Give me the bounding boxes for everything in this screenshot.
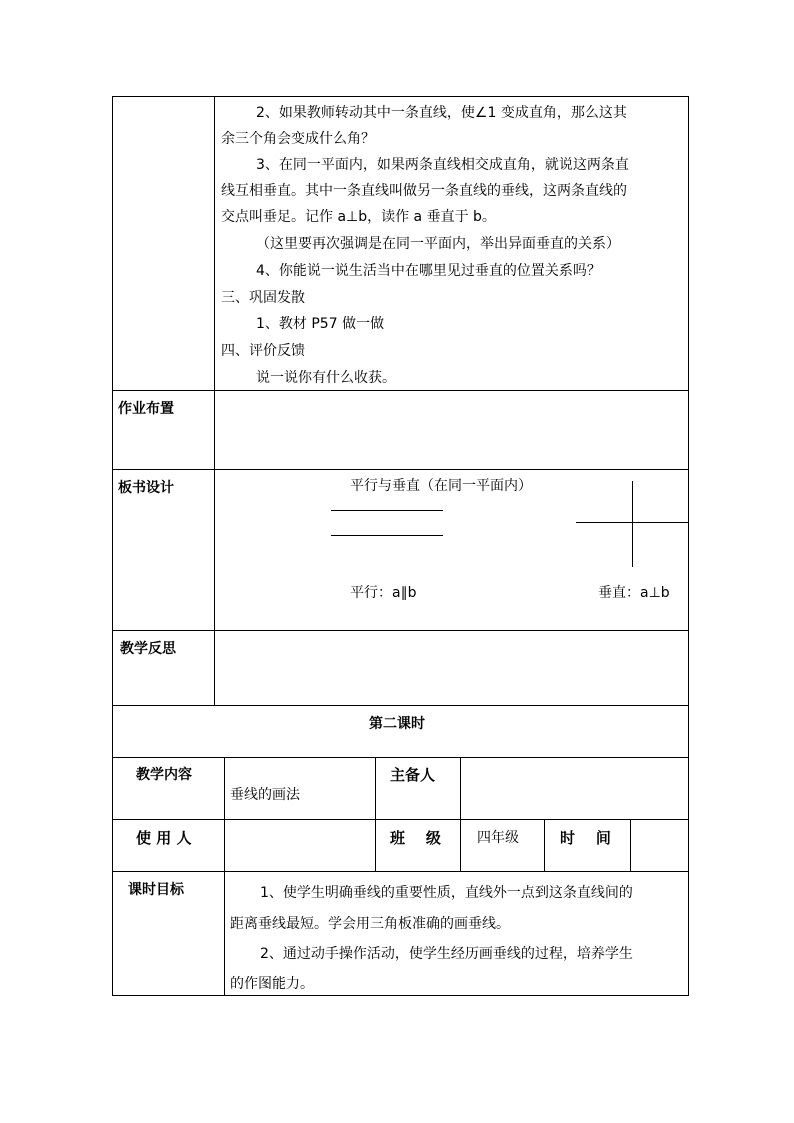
time-label: 时 间	[560, 829, 611, 847]
parallel-line-b	[331, 535, 443, 536]
row-divider	[112, 630, 689, 631]
table-border-bottom	[112, 995, 689, 996]
parallel-line-a	[331, 510, 443, 511]
row-divider	[112, 705, 689, 706]
table-border-left	[112, 96, 113, 996]
goals-line: 2、通过动手操作活动，使学生经历画垂线的过程，培养学生	[260, 946, 633, 962]
paragraph: （这里要再次强调是在同一平面内，举出异面垂直的关系）	[256, 236, 620, 252]
row-divider	[112, 469, 689, 470]
paragraph: 1、教材 P57 做一做	[256, 316, 385, 332]
row-divider	[112, 871, 689, 872]
column-divider	[224, 757, 225, 995]
row-divider	[112, 757, 689, 758]
paragraph: 4、你能说一说生活当中在哪里见过垂直的位置关系吗？	[256, 263, 601, 279]
lesson2-title: 第二课时	[369, 716, 425, 732]
table-border-top	[112, 96, 689, 97]
column-divider	[214, 96, 215, 705]
column-divider	[630, 819, 631, 871]
paragraph: 余三个角会变成什么角？	[221, 131, 375, 147]
parallel-caption: 平行：a∥b	[350, 585, 417, 601]
column-divider	[460, 757, 461, 871]
paragraph: 2、如果教师转动其中一条直线，使∠1 变成直角，那么这其	[256, 105, 627, 121]
perpendicular-caption: 垂直：a⊥b	[598, 585, 670, 601]
class-value: 四年级	[477, 830, 519, 846]
content-value: 垂线的画法	[230, 787, 300, 803]
board-label: 板书设计	[118, 480, 174, 496]
table-border-right	[688, 96, 689, 996]
column-divider	[375, 757, 376, 871]
paragraph: 三、巩固发散	[221, 290, 305, 306]
board-title: 平行与垂直（在同一平面内）	[350, 478, 532, 494]
class-label: 班 级	[390, 829, 441, 847]
row-divider	[112, 819, 689, 820]
paragraph: 3、在同一平面内，如果两条直线相交成直角，就说这两条直	[256, 157, 629, 173]
paragraph: 说一说你有什么收获。	[256, 370, 396, 386]
paragraph: 线互相垂直。其中一条直线叫做另一条直线的垂线，这两条直线的	[221, 183, 627, 199]
user-label: 使 用 人	[136, 829, 192, 847]
content-label: 教学内容	[136, 767, 192, 783]
goals-line: 距离垂线最短。学会用三角板准确的画垂线。	[230, 916, 510, 932]
preparer-label: 主备人	[390, 766, 436, 784]
goals-line: 1、使学生明确垂线的重要性质，直线外一点到这条直线间的	[260, 885, 633, 901]
goals-label: 课时目标	[128, 882, 184, 898]
goals-line: 的作图能力。	[230, 976, 314, 992]
paragraph: 交点叫垂足。记作 a⊥b，读作 a 垂直于 b。	[221, 209, 496, 225]
paragraph: 四、评价反馈	[221, 343, 305, 359]
reflection-label: 教学反思	[120, 641, 176, 657]
homework-label: 作业布置	[118, 401, 174, 417]
column-divider	[544, 819, 545, 871]
perpendicular-vertical-line	[632, 481, 633, 567]
row-divider	[112, 390, 689, 391]
